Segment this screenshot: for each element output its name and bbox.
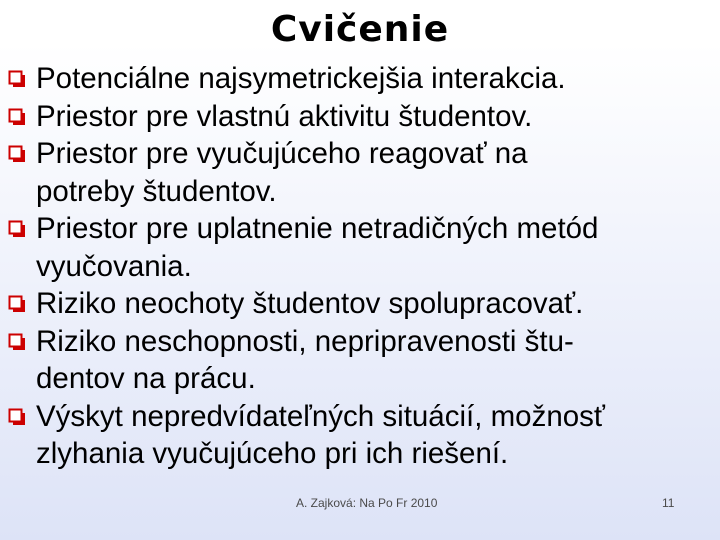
footer-text: A. Zajková: Na Po Fr 2010 <box>296 496 438 510</box>
bullet-line: Riziko neochoty študentov spolupracovať. <box>36 287 584 320</box>
bullet-line: Výskyt nepredvídateľných situácií, možnosť <box>36 399 605 433</box>
hollow-square-bullet-icon <box>8 295 26 313</box>
hollow-square-bullet-icon <box>8 333 26 351</box>
bullet-line: zlyhania vyučujúceho pri ich riešení. <box>36 437 509 470</box>
bullet-item <box>6 285 718 323</box>
bullet-line: dentov na prácu. <box>36 362 256 395</box>
bullet-item <box>6 60 718 98</box>
page-number: 11 <box>662 496 675 510</box>
bullet-line: potreby študentov. <box>36 174 277 208</box>
bullet-line: Priestor pre vlastnú aktivitu študentov. <box>36 99 533 133</box>
hollow-square-bullet-icon <box>8 70 26 88</box>
bullet-line: Riziko neschopnosti, nepripravenosti štu- <box>36 324 574 358</box>
bullet-line: vyučovania. <box>36 249 192 283</box>
bullet-item <box>6 98 718 136</box>
bullet-item <box>6 398 718 473</box>
bullet-line: Priestor pre vyučujúceho reagovať na <box>36 137 528 170</box>
bullet-item <box>6 323 718 398</box>
hollow-square-bullet-icon <box>8 145 26 163</box>
slide-title: Cvičenie <box>270 9 450 50</box>
hollow-square-bullet-icon <box>8 108 26 126</box>
hollow-square-bullet-icon <box>8 220 26 238</box>
bullet-item <box>6 135 718 210</box>
bullet-list <box>6 60 718 473</box>
bullet-line: Potenciálne najsymetrickejšia interakcia. <box>36 62 566 95</box>
bullet-item <box>6 210 718 285</box>
bullet-line: Priestor pre uplatnenie netradičných metód <box>36 212 599 245</box>
hollow-square-bullet-icon <box>8 408 26 426</box>
